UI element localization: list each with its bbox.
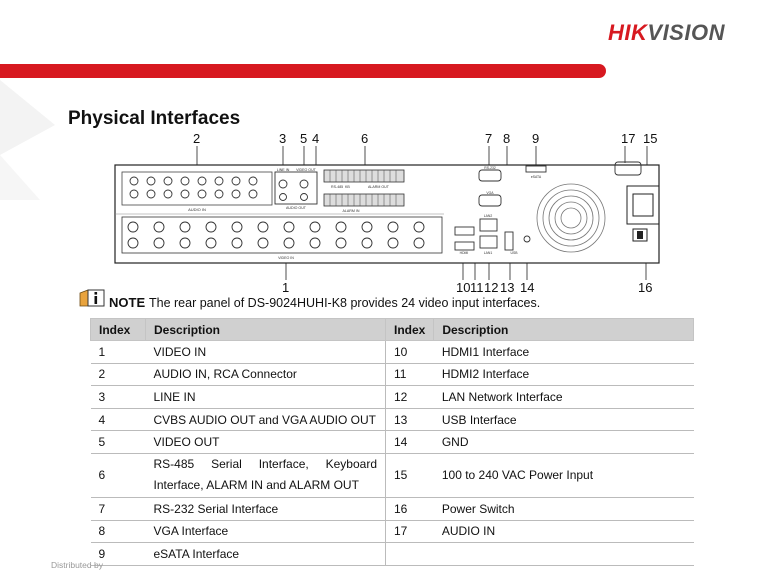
lan2-label: LAN2	[483, 214, 493, 218]
alarm-out-label: ALARM OUT	[368, 185, 389, 189]
note-text: The rear panel of DS-9024HUHI-K8 provides 24 video input interfaces.	[149, 296, 541, 310]
description-cell: eSATA Interface	[146, 543, 386, 566]
table-row	[91, 363, 694, 386]
callout-8: 8	[503, 131, 511, 146]
description-cell: AUDIO IN	[434, 520, 694, 543]
table-row	[91, 386, 694, 409]
header-description-right: Description	[434, 319, 694, 341]
note-label: NOTE	[109, 295, 146, 310]
index-cell: 7	[91, 497, 146, 520]
description-cell: HDMI1 Interface	[434, 341, 694, 364]
callout-12: 12	[484, 280, 499, 295]
callout-13: 13	[500, 280, 515, 295]
vga-label: VGA	[486, 191, 494, 195]
table-row	[91, 497, 694, 520]
hdmi-label: HDMI	[459, 251, 469, 255]
description-cell: USB Interface	[434, 408, 694, 431]
table-row	[91, 453, 694, 497]
index-cell: 2	[91, 363, 146, 386]
index-cell: 10	[386, 341, 434, 364]
description-cell: 100 to 240 VAC Power Input	[434, 453, 694, 497]
callout-17: 17	[621, 131, 636, 146]
description-cell: VIDEO OUT	[146, 431, 386, 454]
line-in-label: LINE IN	[276, 168, 290, 172]
callout-10: 10	[456, 280, 471, 295]
description-cell: VIDEO IN	[146, 341, 386, 364]
index-cell: 5	[91, 431, 146, 454]
index-cell	[386, 543, 434, 566]
section-title: Physical Interfaces	[68, 108, 241, 129]
audio-out-label: AUDIO OUT	[286, 206, 306, 210]
description-cell: VGA Interface	[146, 520, 386, 543]
header-index-left: Index	[91, 319, 146, 341]
index-cell: 16	[386, 497, 434, 520]
callout-2: 2	[193, 131, 201, 146]
index-cell: 17	[386, 520, 434, 543]
description-cell: GND	[434, 431, 694, 454]
index-cell: 6	[91, 453, 146, 497]
usb-label: USB	[510, 251, 518, 255]
kb-label: KB	[345, 185, 350, 189]
callout-4: 4	[312, 131, 320, 146]
table-row	[91, 341, 694, 364]
note-icon	[78, 288, 106, 308]
description-cell: LAN Network Interface	[434, 386, 694, 409]
index-cell: 11	[386, 363, 434, 386]
index-cell: 14	[386, 431, 434, 454]
callout-9: 9	[532, 131, 540, 146]
index-cell: 3	[91, 386, 146, 409]
audio-in-label: AUDIO IN	[188, 207, 206, 212]
description-cell	[434, 543, 694, 566]
callout-14: 14	[520, 280, 535, 295]
index-cell: 9	[91, 543, 146, 566]
esata-label: eSATA	[530, 175, 542, 179]
alarm-in-label: ALARM IN	[342, 209, 360, 213]
description-cell: AUDIO IN, RCA Connector	[146, 363, 386, 386]
table-row	[91, 543, 694, 566]
table-row	[91, 520, 694, 543]
video-out-label: VIDEO OUT	[296, 168, 316, 172]
callout-15: 15	[643, 131, 658, 146]
index-cell: 15	[386, 453, 434, 497]
table-header-row	[91, 319, 694, 341]
description-cell: HDMI2 Interface	[434, 363, 694, 386]
index-cell: 12	[386, 386, 434, 409]
callout-1: 1	[282, 280, 290, 295]
header-index-right: Index	[386, 319, 434, 341]
rs232-label: RS-232	[484, 166, 496, 170]
hikvision-logo: HIKVISION	[608, 20, 725, 45]
callout-3: 3	[279, 131, 287, 146]
description-cell: CVBS AUDIO OUT and VGA AUDIO OUT	[146, 408, 386, 431]
callout-7: 7	[485, 131, 493, 146]
callout-11: 11	[470, 280, 484, 295]
index-cell: 1	[91, 341, 146, 364]
index-cell: 8	[91, 520, 146, 543]
description-cell: RS-485 Serial Interface, Keyboard Interface, ALARM IN and ALARM OUT	[146, 453, 386, 497]
description-cell: LINE IN	[146, 386, 386, 409]
interface-table	[90, 318, 694, 566]
video-in-label: VIDEO IN	[278, 256, 294, 260]
rs485-label: RS-485	[331, 185, 344, 189]
table-row	[91, 408, 694, 431]
callout-16: 16	[638, 280, 653, 295]
index-cell: 13	[386, 408, 434, 431]
header-description-left: Description	[146, 319, 386, 341]
table-row	[91, 431, 694, 454]
distributed-by-footer: Distributed by	[51, 560, 103, 570]
callout-5: 5	[300, 131, 308, 146]
description-cell: Power Switch	[434, 497, 694, 520]
callout-6: 6	[361, 131, 369, 146]
description-cell: RS-232 Serial Interface	[146, 497, 386, 520]
lan1-label: LAN1	[483, 251, 493, 255]
index-cell: 4	[91, 408, 146, 431]
